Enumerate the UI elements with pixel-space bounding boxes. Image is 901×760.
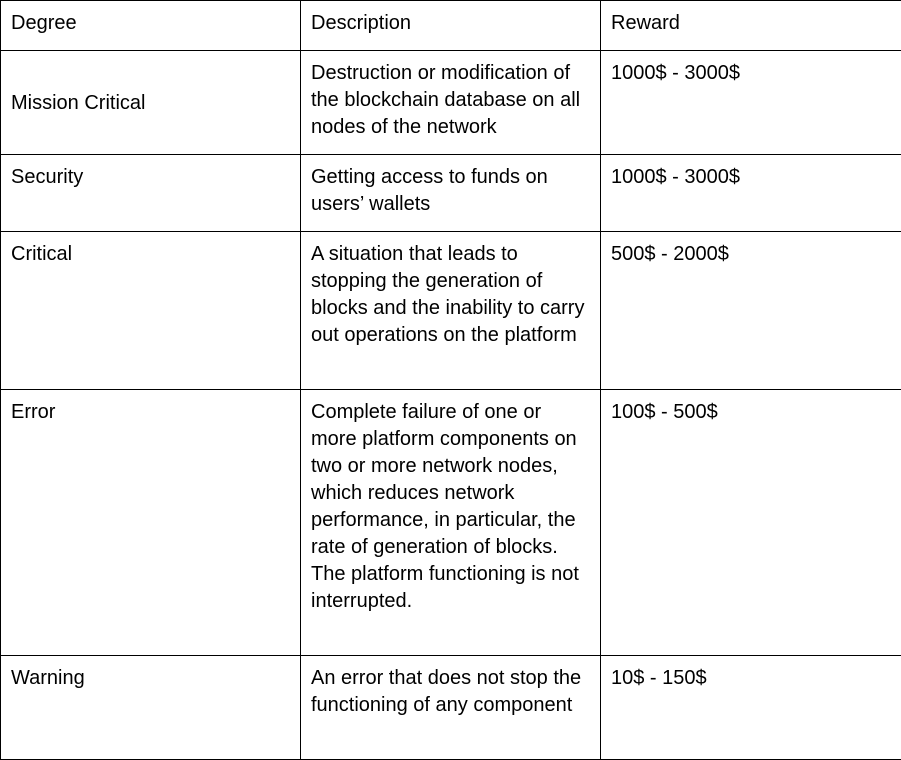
table-row <box>1 656 901 760</box>
degree-cell: Critical <box>1 232 301 390</box>
table-row <box>1 390 901 656</box>
degree-cell: Mission Critical <box>1 51 301 155</box>
description-cell: Destruction or modification of the blockchain database on all nodes of the network <box>301 51 601 155</box>
description-cell: An error that does not stop the functioning of any component <box>301 656 601 760</box>
table-row <box>1 155 901 232</box>
description-cell: Complete failure of one or more platform components on two or more network nodes, which reduces network performance, in particular, the rate of generation of blocks. The platform functioning is not interrupted. <box>301 390 601 656</box>
table-header-row <box>1 1 901 51</box>
header-description: Description <box>301 1 601 51</box>
degree-cell: Security <box>1 155 301 232</box>
reward-cell: 10$ - 150$ <box>601 656 901 760</box>
table-row <box>1 232 901 390</box>
reward-cell: 100$ - 500$ <box>601 390 901 656</box>
reward-cell: 1000$ - 3000$ <box>601 51 901 155</box>
header-degree: Degree <box>1 1 301 51</box>
reward-cell: 1000$ - 3000$ <box>601 155 901 232</box>
table-row <box>1 51 901 155</box>
reward-cell: 500$ - 2000$ <box>601 232 901 390</box>
degree-cell: Warning <box>1 656 301 760</box>
degree-cell: Error <box>1 390 301 656</box>
header-reward: Reward <box>601 1 901 51</box>
description-cell: Getting access to funds on users’ wallets <box>301 155 601 232</box>
description-cell: A situation that leads to stopping the generation of blocks and the inability to carry out operations on the platform <box>301 232 601 390</box>
